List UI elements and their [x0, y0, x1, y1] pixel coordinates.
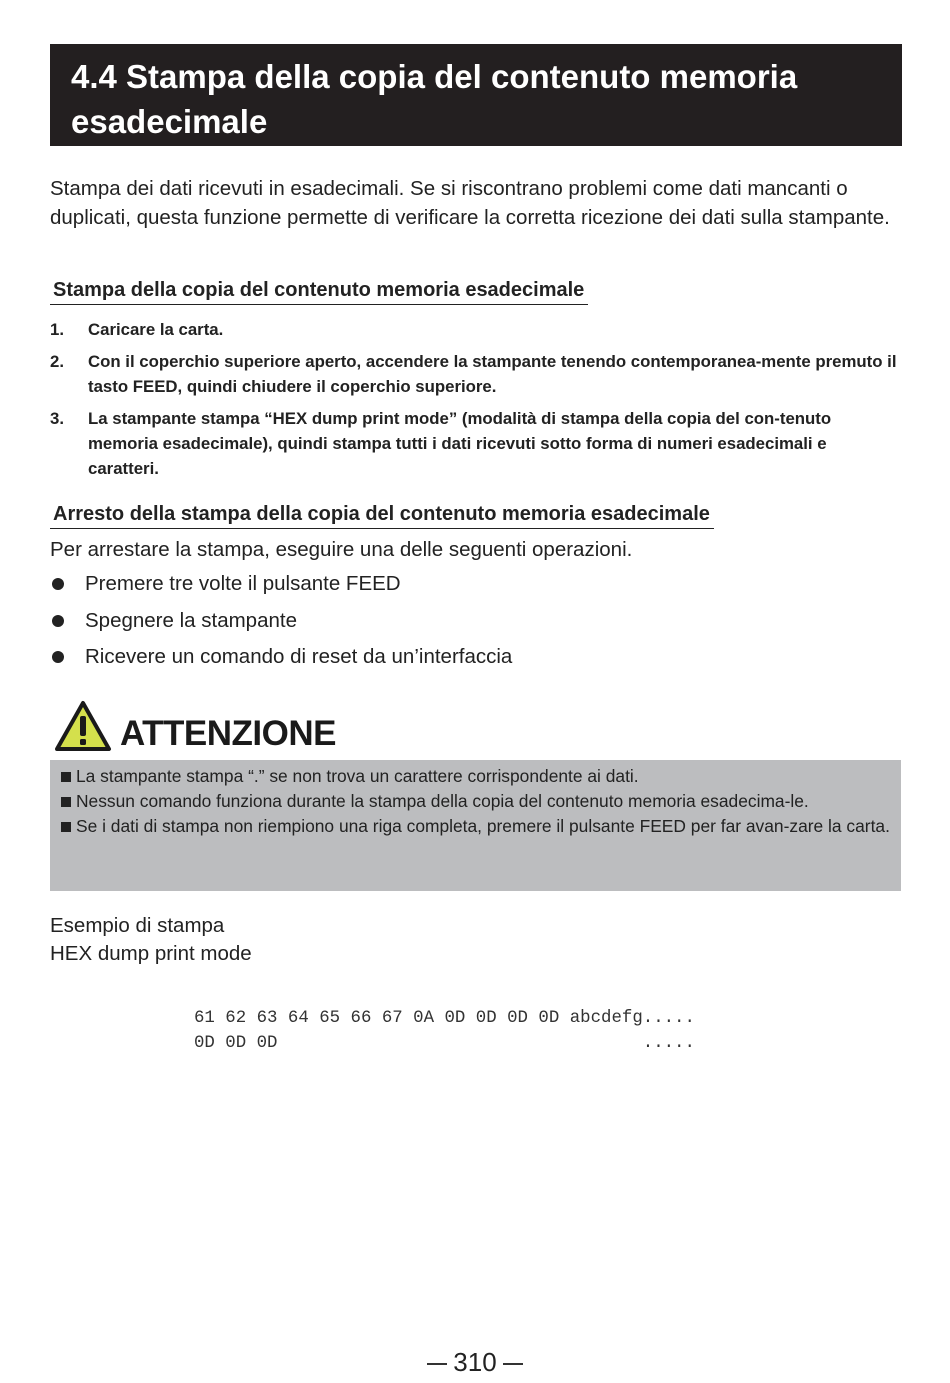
- example-label-line-1: Esempio di stampa: [50, 914, 225, 937]
- step-item: [50, 406, 900, 481]
- bullet-text: Premere tre volte il pulsante FEED: [85, 572, 401, 595]
- step-text: Con il coperchio superiore aperto, accendere la stampante tenendo contemporanea-mente premuto il tasto FEED, quindi chiudere il coperchio superiore.: [88, 352, 897, 396]
- caution-text: Se i dati di stampa non riempiono una riga completa, premere il pulsante FEED per far avan-zare la carta.: [76, 816, 890, 836]
- warning-triangle-icon: [54, 700, 112, 752]
- bullet-item: [50, 607, 512, 635]
- square-bullet-icon: [61, 772, 71, 782]
- caution-text: Nessun comando funziona durante la stampa della copia del contenuto memoria esadecima-le.: [76, 791, 809, 811]
- stop-heading: Arresto della stampa della copia del contenuto memoria esadecimale: [50, 502, 714, 529]
- page-number-text: 310: [453, 1347, 497, 1377]
- step-text: Caricare la carta.: [88, 320, 224, 339]
- dash-left: [427, 1363, 447, 1365]
- step-number: 2.: [50, 352, 64, 371]
- caution-item: [60, 764, 891, 789]
- square-bullet-icon: [61, 797, 71, 807]
- bullet-dot-icon: [52, 615, 64, 627]
- section-title-bar: [50, 44, 902, 146]
- stop-intro: Per arrestare la stampa, eseguire una delle seguenti operazioni.: [50, 538, 633, 561]
- caution-box: [50, 760, 901, 891]
- stop-bullets: [50, 570, 512, 680]
- bullet-item: [50, 570, 512, 598]
- intro-paragraph: Stampa dei dati ricevuti in esadecimali. Se si riscontrano problemi come dati mancanti o duplicati, questa funzione permette di verificare la corretta ricezione dei dati sulla stampante.: [50, 177, 890, 229]
- hex-dump-line-1: 61 62 63 64 65 66 67 0A 0D 0D 0D 0D abcdefg.....: [194, 1009, 695, 1028]
- step-text: La stampante stampa “HEX dump print mode” (modalità di stampa della copia del con-tenuto memoria esadecimale), quindi stampa tutti i dati ricevuti sotto forma di numeri esadecimali e caratteri.: [88, 409, 832, 478]
- bullet-dot-icon: [52, 651, 64, 663]
- procedure-heading: Stampa della copia del contenuto memoria esadecimale: [50, 278, 588, 305]
- caution-title: ATTENZIONE: [120, 714, 337, 753]
- step-number: 1.: [50, 320, 64, 339]
- square-bullet-icon: [61, 822, 71, 832]
- bullet-text: Ricevere un comando di reset da un’interfaccia: [85, 645, 513, 668]
- step-item: [50, 317, 900, 342]
- example-label-line-2: HEX dump print mode: [50, 942, 252, 965]
- caution-list: [60, 764, 891, 839]
- step-item: [50, 349, 900, 399]
- page-number: [0, 1346, 950, 1378]
- bullet-item: [50, 643, 512, 671]
- caution-item: [60, 814, 891, 839]
- procedure-steps: [50, 317, 900, 488]
- caution-header: [54, 700, 454, 754]
- section-title-line-1: 4.4 Stampa della copia del contenuto memoria: [71, 58, 798, 95]
- section-title-line-2: esadecimale: [71, 103, 268, 140]
- step-number: 3.: [50, 409, 64, 428]
- bullet-dot-icon: [52, 578, 64, 590]
- bullet-text: Spegnere la stampante: [85, 608, 297, 632]
- caution-text: La stampante stampa “.” se non trova un carattere corrispondente ai dati.: [76, 766, 639, 786]
- hex-dump-line-2: 0D 0D 0D .....: [194, 1034, 695, 1053]
- caution-item: [60, 789, 891, 814]
- dash-right: [503, 1363, 523, 1365]
